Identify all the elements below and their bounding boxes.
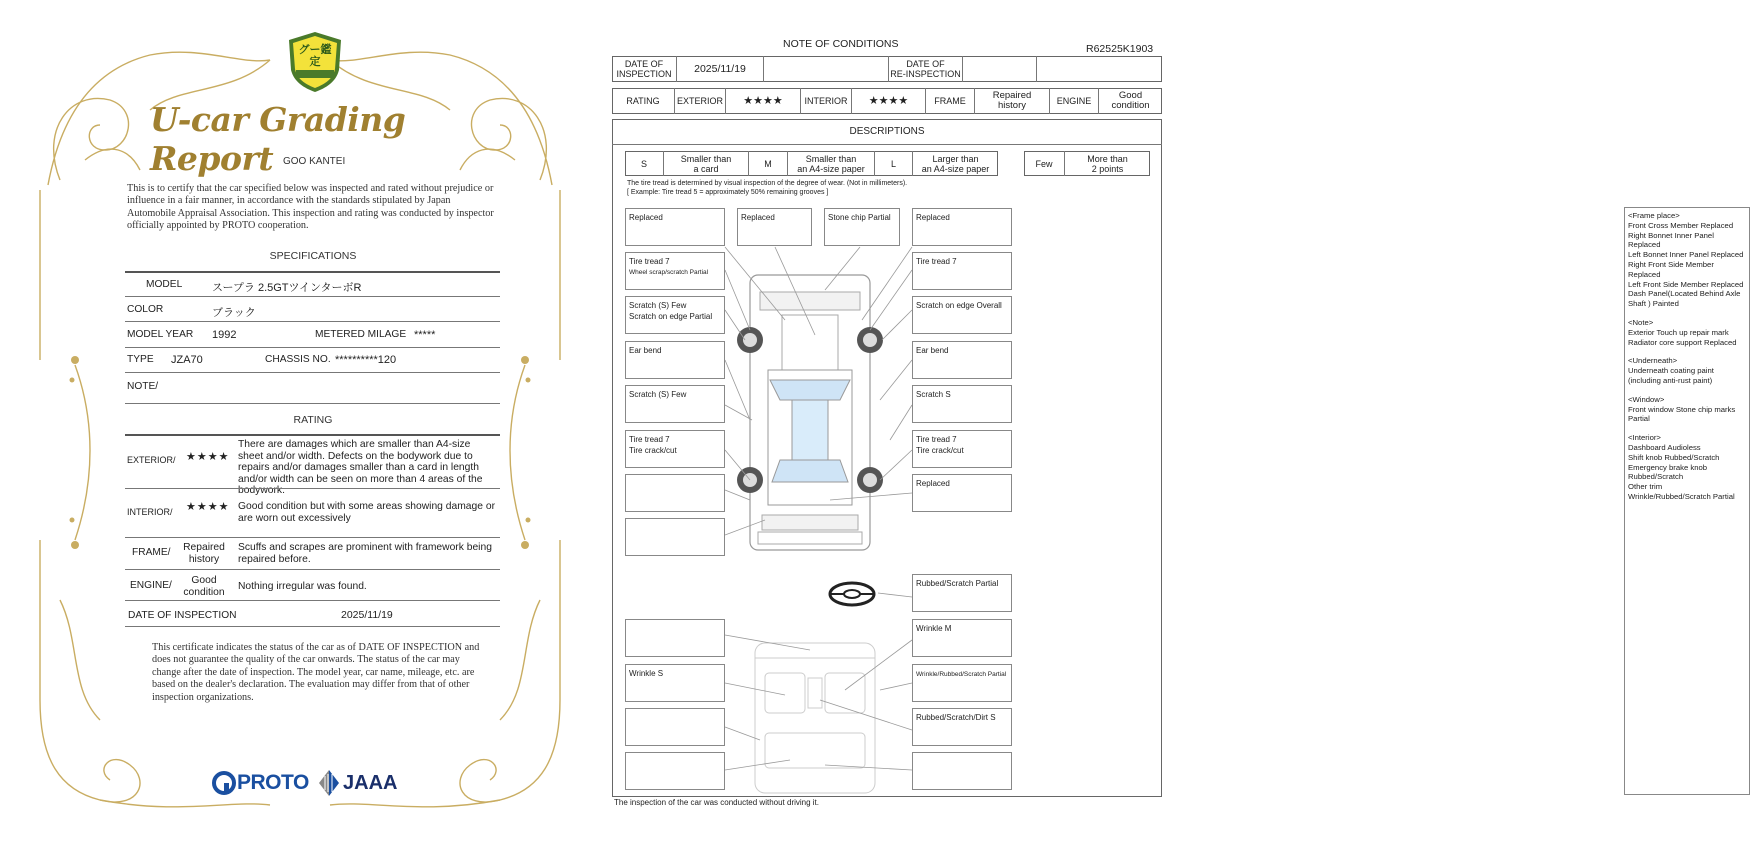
notes-window (1628, 395, 1746, 424)
engine-value-line2: condition (183, 586, 225, 598)
date-of-inspection-value: 2025/11/19 (694, 63, 746, 75)
box-line1: Tire tread 7 (629, 435, 670, 444)
value-line1: Good (1118, 90, 1143, 101)
box-line2: Scratch on edge Partial (629, 312, 713, 321)
rating-label: RATING (626, 96, 660, 106)
notes-underneath (1628, 356, 1746, 385)
damage-box-top-2: Replaced (737, 208, 812, 246)
damage-box-right-5: Scratch S (912, 385, 1012, 423)
legend-s: S (640, 158, 647, 169)
jaaa-mark-icon (319, 770, 339, 796)
mileage-label: METERED MILAGE (315, 329, 407, 340)
notes-frame (1628, 211, 1746, 309)
certificate-title: U-car Grading Report (150, 100, 406, 178)
engine-description: Nothing irregular was found. (238, 581, 367, 592)
badge-text: グー鑑定 (298, 44, 332, 68)
desc-line1: Smaller than (680, 153, 732, 164)
interior-box-right-5 (912, 752, 1012, 790)
notes-line: Front window Stone chip marks Partial (1628, 404, 1736, 424)
engine-label: ENGINE/ (130, 580, 172, 591)
damage-box-left-4: Ear bend (625, 341, 725, 379)
engine-label: ENGINE (1056, 96, 1092, 106)
jaaa-logo (319, 770, 397, 796)
certificate-subtitle: GOO KANTEI (283, 156, 346, 167)
engine-value-line1: Good (191, 575, 217, 586)
label-line1: DATE OF (906, 59, 945, 69)
divider (125, 347, 500, 348)
legend-l: L (890, 158, 896, 169)
label-line2: RE-INSPECTION (890, 69, 961, 79)
type-label: TYPE (127, 354, 154, 365)
damage-box-left-2 (625, 252, 725, 290)
interior-box-left-2: Wrinkle S (625, 664, 725, 702)
notes-line: <Interior> (1628, 433, 1661, 443)
damage-box-left-5: Scratch (S) Few (625, 385, 725, 423)
divider (125, 488, 500, 489)
box-text: Wrinkle/Rubbed/Scratch Partial (916, 671, 1007, 678)
rating-heading: RATING (293, 414, 333, 426)
divider (125, 372, 500, 373)
chassis-label: CHASSIS NO. (265, 354, 331, 365)
goo-kantei-badge (286, 30, 344, 94)
divider (125, 626, 500, 627)
exterior-description: There are damages which are smaller than A4-size sheet and/or width. Defects on the bodywork due to repairs and/or damages smaller than a card in length and/or width can be seen on more than 4 areas of the bodywork. (238, 439, 483, 497)
frame-description: Scuffs and scrapes are prominent with framework being repaired before. (238, 542, 492, 565)
exterior-label: EXTERIOR (676, 96, 723, 106)
tire-note-1: The tire tread is determined by visual inspection of the degree of wear. (Not in millimeters). (627, 180, 908, 187)
color-value: ブラック (212, 307, 256, 319)
divider (125, 537, 500, 538)
reference-number: R62525K1903 (1086, 43, 1154, 55)
divider (125, 321, 500, 322)
interior-label: INTERIOR/ (127, 507, 173, 517)
divider (125, 569, 500, 570)
proto-mark-icon (212, 771, 236, 795)
interior-box-right-3 (912, 664, 1012, 702)
divider (125, 271, 500, 273)
box-line1: Tire tread 7 (629, 257, 670, 266)
engine-value (178, 575, 230, 598)
legend-m: M (764, 158, 772, 169)
notes-line: <Window> (1628, 394, 1665, 404)
exterior-label: EXTERIOR/ (127, 455, 176, 465)
sheet-footer: The inspection of the car was conducted without driving it. (614, 798, 819, 807)
notes-line: Right Bonnet Inner Panel Replaced (1628, 230, 1714, 250)
notes-line: Left Bonnet Inner Panel Replaced (1628, 250, 1744, 260)
notes-interior (1628, 433, 1746, 502)
interior-stars: ★★★★ (868, 95, 909, 107)
desc-line1: Larger than (932, 153, 979, 164)
desc-line2: an A4-size paper (797, 163, 865, 174)
note-label: NOTE/ (127, 381, 159, 392)
desc-line2: 2 points (1091, 163, 1124, 174)
notes-line: Dash Panel(Located Behind Axle Shaft ) Painted (1628, 289, 1741, 309)
interior-stars: ★★★★ (186, 501, 230, 513)
value-line2: history (998, 100, 1026, 111)
damage-box-left-1: Replaced (625, 208, 725, 246)
note-of-conditions-sheet (600, 0, 1744, 848)
notes-line: <Note> (1628, 317, 1654, 327)
damage-box-right-7: Replaced (912, 474, 1012, 512)
damage-box-right-3: Scratch on edge Overall (912, 296, 1012, 334)
divider (125, 403, 500, 404)
frame-label: FRAME (934, 96, 966, 106)
frame-label: FRAME/ (132, 547, 171, 558)
label-line2: INSPECTION (616, 69, 672, 79)
mileage-value: ***** (414, 329, 436, 341)
notes-line: Shift knob Rubbed/Scratch (1628, 452, 1720, 462)
notes-line: Exterior Touch up repair mark (1628, 327, 1729, 337)
notes-line: <Underneath> (1628, 356, 1678, 366)
notes-line: Other trim Wrinkle/Rubbed/Scratch Partial (1628, 482, 1735, 501)
damage-box-left-6 (625, 430, 725, 468)
damage-box-left-7 (625, 474, 725, 512)
divider (125, 434, 500, 436)
notes-line: Left Front Side Member Replaced (1628, 279, 1744, 289)
damage-box-right-1: Replaced (912, 208, 1012, 246)
jaaa-logo-text: JAAA (343, 771, 398, 794)
frame-value (178, 542, 230, 565)
chassis-value: **********120 (335, 354, 397, 366)
desc-line1: More than (1087, 153, 1128, 164)
model-year-label: MODEL YEAR (127, 329, 194, 340)
box-line2: Tire crack/cut (629, 446, 677, 455)
descriptions-heading: DESCRIPTIONS (849, 126, 925, 137)
box-line1: Tire tread 7 (916, 435, 957, 444)
interior-box-right-2: Wrinkle M (912, 619, 1012, 657)
desc-line2: an A4-size paper (921, 163, 990, 174)
notes-line: Radiator core support Replaced (1628, 337, 1737, 347)
notes-line: Right Front Side Member Replaced (1628, 259, 1714, 279)
notes-line: Emergency brake knob Rubbed/Scratch (1628, 462, 1708, 482)
sheet-title: NOTE OF CONDITIONS (783, 38, 899, 50)
color-label: COLOR (127, 304, 164, 315)
divider (125, 296, 500, 297)
interior-box-right-1: Rubbed/Scratch Partial (912, 574, 1012, 612)
certificate-footer: This certificate indicates the status of the car as of DATE OF INSPECTION and does not guarantee the quality of the car onwards. The status of the car may change after the date of inspection. The model year, car name, mileage, etc. are based on the dealer's declaration. The evaluation may differ from that of other inspection organizations. (152, 642, 480, 703)
interior-box-right-4: Rubbed/Scratch/Dirt S (912, 708, 1012, 746)
model-value: スープラ 2.5GTツインターボR (212, 282, 362, 294)
specifications-heading: SPECIFICATIONS (269, 250, 357, 262)
label-line1: DATE OF (624, 59, 664, 69)
box-line2: Wheel scrap/scratch Partial (629, 269, 709, 276)
date-of-inspection-value: 2025/11/19 (341, 609, 393, 621)
model-label: MODEL (146, 279, 183, 290)
notes-note (1628, 318, 1746, 347)
certificate-intro: This is to certify that the car specified below was inspected and rated without prejudice or influence in a fair manner, in accordance with the standards stipulated by Japan Automobile Appraisal Association. This inspection and rating was conducted by inspector officially appointed by PROTO cooperation. (127, 183, 494, 232)
desc-line2: a card (693, 163, 719, 174)
notes-line: <Frame place> (1628, 211, 1680, 220)
condition-notes (1624, 207, 1750, 795)
interior-label: INTERIOR (804, 96, 848, 106)
interior-description: Good condition but with some areas showing damage or are worn out excessively (238, 501, 495, 524)
notes-line: Underneath coating paint (including anti-rust paint) (1628, 366, 1714, 385)
proto-logo-text: PROTO (237, 771, 309, 794)
damage-box-right-2: Tire tread 7 (912, 252, 1012, 290)
model-year-value: 1992 (212, 329, 237, 341)
damage-box-top-3: Stone chip Partial (824, 208, 900, 246)
divider (125, 600, 500, 601)
interior-box-left-4 (625, 752, 725, 790)
damage-box-left-3 (625, 296, 725, 334)
proto-logo (212, 770, 309, 796)
legend-few: Few (1035, 158, 1053, 169)
frame-value-line1: Repaired (183, 542, 225, 553)
interior-box-left-1 (625, 619, 725, 657)
damage-box-right-4: Ear bend (912, 341, 1012, 379)
value-line1: Repaired (992, 90, 1032, 101)
exterior-stars: ★★★★ (186, 451, 230, 463)
damage-box-left-8 (625, 518, 725, 556)
notes-line: Front Cross Member Replaced (1628, 220, 1734, 230)
notes-line: Dashboard Audioless (1628, 442, 1701, 452)
certificate (0, 0, 600, 848)
interior-box-left-3 (625, 708, 725, 746)
date-of-inspection-label: DATE OF INSPECTION (128, 610, 237, 621)
box-line2: Tire crack/cut (916, 446, 964, 455)
type-value: JZA70 (171, 354, 203, 366)
value-line2: condition (1111, 100, 1150, 111)
damage-box-right-6 (912, 430, 1012, 468)
desc-line1: Smaller than (805, 153, 857, 164)
exterior-stars: ★★★★ (743, 95, 783, 107)
frame-value-line2: history (188, 553, 220, 565)
box-line1: Scratch (S) Few (629, 301, 687, 310)
tire-note-2: [ Example: Tire tread 5 = approximately 50% remaining grooves ] (627, 189, 829, 196)
